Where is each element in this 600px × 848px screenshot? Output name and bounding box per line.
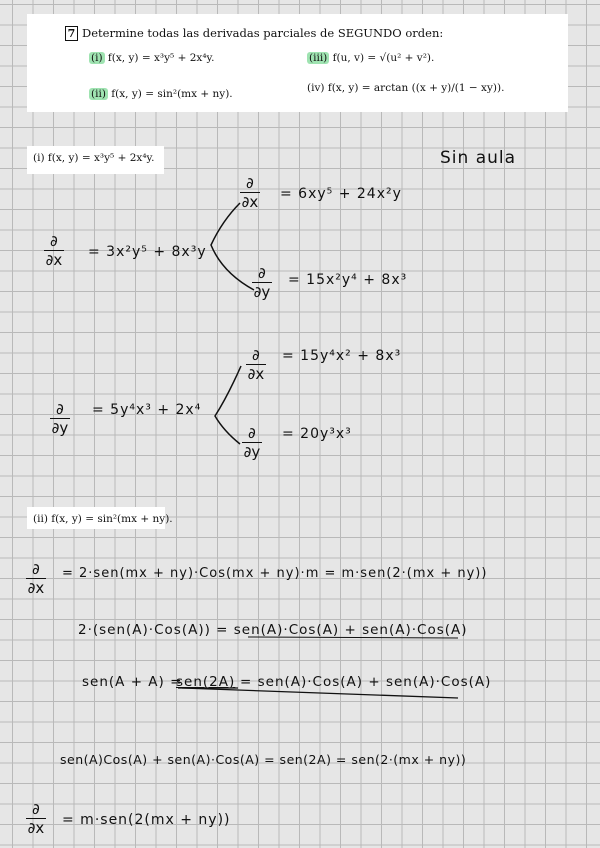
problem-number: 7 — [65, 26, 78, 41]
section-ii-line-1: = 2·sen(mx + ny)·Cos(mx + ny)·m = m·sen(2·(mx + ny)) — [62, 566, 488, 581]
item-label-iii: (iii) — [309, 52, 328, 64]
section-i-heading: (i) f(x, y) = x³y⁵ + 2x⁴y. — [33, 152, 155, 164]
fy-expression: = 5y⁴x³ + 2x⁴ — [92, 402, 202, 418]
fyx-operator: ∂ ∂x — [247, 346, 265, 383]
handwritten-note: Sin aula — [440, 148, 517, 168]
item-expr-i: f(x, y) = x³y⁵ + 2x⁴y. — [107, 52, 215, 64]
item-label-ii: (ii) — [91, 88, 106, 100]
fxy-expression: = 15x²y⁴ + 8x³ — [288, 272, 408, 288]
fx-expression: = 3x²y⁵ + 8x³y — [88, 244, 207, 260]
section-ii-heading: (ii) f(x, y) = sin²(mx + ny). — [33, 513, 173, 525]
fxx-expression: = 6xy⁵ + 24x²y — [280, 186, 402, 202]
dfdx-operator: ∂ ∂x — [45, 232, 63, 269]
section-ii-dfdx-operator: ∂ ∂x — [27, 560, 45, 597]
fyx-expression: = 15y⁴x² + 8x³ — [282, 348, 402, 364]
problem-title: Determine todas las derivadas parciales de SEGUNDO orden: — [82, 26, 444, 40]
section-ii-heading-card — [27, 507, 173, 529]
section-ii-line-3c: = sen(A)·Cos(A) + sen(A)·Cos(A) — [240, 674, 492, 690]
item-expr-iv: f(x, y) = arctan ((x + y)/(1 − xy)). — [327, 82, 505, 94]
item-label-i: (i) — [91, 52, 103, 64]
item-expr-ii: f(x, y) = sin²(mx + ny). — [111, 88, 233, 100]
section-ii-line-5: = m·sen(2(mx + ny)) — [62, 812, 231, 828]
section-ii-line-3a: sen(A + A) = — [82, 674, 183, 690]
fyy-expression: = 20y³x³ — [282, 426, 352, 442]
item-label-iv: (iv) — [307, 82, 325, 94]
dfdy-operator: ∂ ∂y — [51, 400, 69, 437]
section-ii-dfdx-operator-2: ∂ ∂x — [27, 800, 45, 837]
item-expr-iii: f(u, v) = √(u² + v²). — [332, 52, 435, 64]
fxy-operator: ∂ ∂y — [253, 264, 271, 301]
fxx-operator: ∂ ∂x — [241, 174, 259, 211]
section-ii-line-4: sen(A)Cos(A) + sen(A)·Cos(A) = sen(2A) = sen(2·(mx + ny)) — [60, 752, 467, 767]
fyy-operator: ∂ ∂y — [243, 424, 261, 461]
section-ii-line-2: 2·(sen(A)·Cos(A)) = sen(A)·Cos(A) + sen(A)·Cos(A) — [78, 622, 468, 638]
section-ii-line-3b: sen(2A) — [176, 674, 236, 690]
